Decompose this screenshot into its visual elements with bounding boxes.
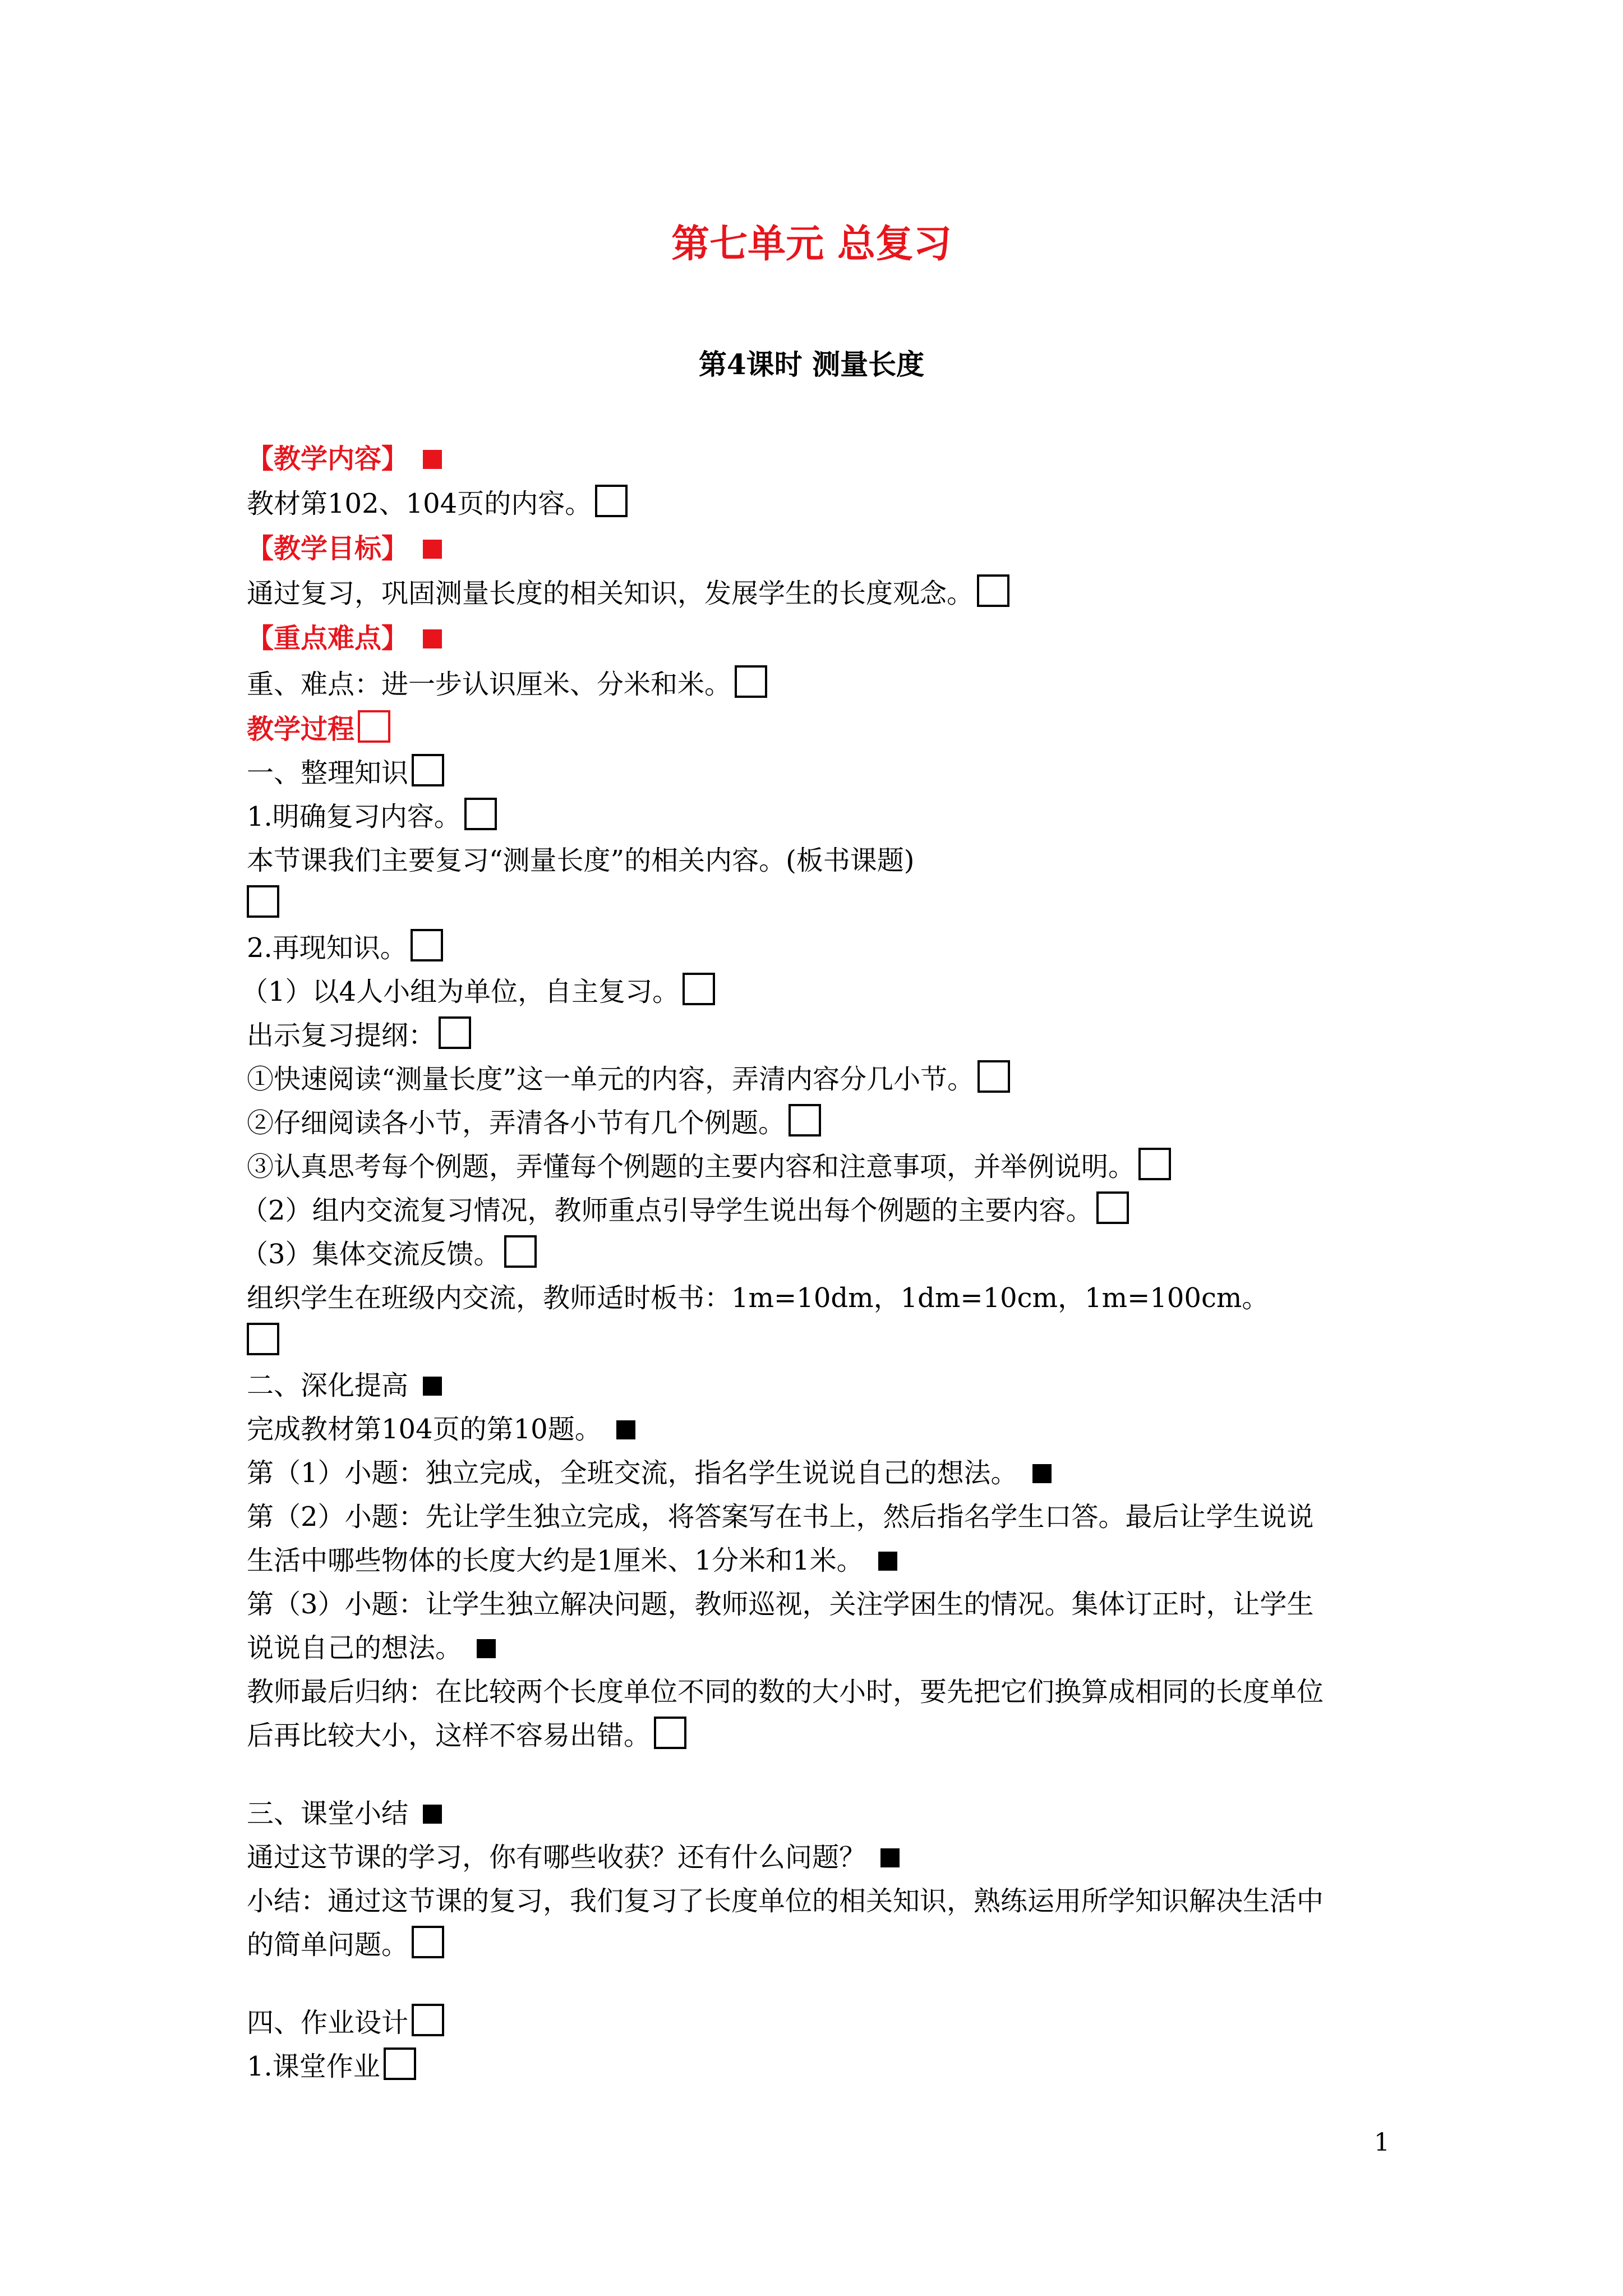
key-points-line: 重、难点：进一步认识厘米、分米和米。	[247, 662, 767, 707]
section-2-line: 二、深化提高	[247, 1363, 442, 1408]
red-square-marker	[423, 450, 442, 469]
step-1-1-text: 本节课我们主要复习“测量长度”的相关内容。(板书课题)	[247, 845, 915, 876]
section-3-question: 通过这节课的学习，你有哪些收获？还有什么问题？	[247, 1835, 900, 1880]
document-title: 第七单元 总复习	[671, 222, 952, 266]
black-square-marker	[616, 1420, 635, 1439]
red-square-marker	[423, 540, 442, 559]
step-1-2-3-text: 组织学生在班级内交流，教师适时板书：1m=10dm，1dm=10cm，1m=100cm。	[247, 1282, 1269, 1314]
heading-key-points: 【重点难点】	[247, 616, 442, 661]
outline-item-2: ②仔细阅读各小节，弄清各小节有几个例题。	[247, 1101, 821, 1145]
checkbox-empty	[595, 485, 628, 517]
checkbox-empty	[1138, 1148, 1171, 1180]
section-2-text: 完成教材第104页的第10题。	[247, 1407, 635, 1452]
checkbox-empty	[412, 2004, 444, 2036]
checkbox-empty	[358, 710, 390, 743]
step-1-2-3-line: （3）集体交流反馈。	[241, 1232, 537, 1277]
section-4-line: 四、作业设计	[247, 2000, 444, 2045]
section-4-item-1: 1.课堂作业	[247, 2044, 416, 2089]
black-square-marker	[423, 1805, 442, 1824]
question-1-line: 第（1）小题：独立完成，全班交流，指名学生说说自己的想法。	[247, 1451, 1052, 1496]
content-line: 教材第102、104页的内容。	[247, 481, 628, 526]
checkbox-empty	[735, 665, 767, 698]
lesson-subtitle: 第4课时 测量长度	[698, 348, 925, 381]
section-3-summary-a: 小结：通过这节课的复习，我们复习了长度单位的相关知识，熟练运用所学知识解决生活中	[247, 1885, 1324, 1917]
checkbox-empty	[654, 1717, 686, 1749]
heading-teaching-content: 【教学内容】	[247, 436, 442, 481]
step-1-2-1-line: （1）以4人小组为单位，自主复习。	[241, 969, 715, 1014]
black-square-marker	[880, 1848, 900, 1867]
checkbox-empty	[464, 798, 497, 830]
checkbox-empty	[412, 1926, 444, 1958]
checkbox-empty	[789, 1104, 821, 1137]
goals-line: 通过复习，巩固测量长度的相关知识，发展学生的长度观念。	[247, 571, 1009, 616]
section-3-summary-b: 的简单问题。	[247, 1922, 444, 1967]
black-square-marker	[477, 1639, 496, 1658]
black-square-marker	[878, 1552, 897, 1571]
summary-line-b: 后再比较大小，这样不容易出错。	[247, 1713, 686, 1758]
outline-item-1: ①快速阅读“测量长度”这一单元的内容，弄清内容分几小节。	[247, 1057, 1010, 1102]
question-3-line-a: 第（3）小题：让学生独立解决问题，教师巡视，关注学困生的情况。集体订正时，让学生	[247, 1589, 1314, 1620]
outline-line: 出示复习提纲：	[247, 1013, 471, 1058]
question-2-line-b: 生活中哪些物体的长度大约是1厘米、1分米和1米。	[247, 1538, 897, 1583]
black-square-marker	[1032, 1464, 1052, 1483]
heading-teaching-goals: 【教学目标】	[247, 526, 442, 571]
checkbox-empty	[247, 885, 279, 918]
red-square-marker	[423, 629, 442, 648]
heading-teaching-process: 教学过程	[247, 707, 390, 752]
checkbox-empty	[247, 1323, 279, 1355]
checkbox-empty	[683, 973, 715, 1005]
section-1-line: 一、整理知识	[247, 751, 444, 795]
step-1-2-line: 2.再现知识。	[247, 926, 443, 970]
checkbox-empty	[1096, 1191, 1129, 1224]
section-3-line: 三、课堂小结	[247, 1791, 442, 1836]
step-1-1-line: 1.明确复习内容。	[247, 794, 497, 839]
step-1-2-2-line: （2）组内交流复习情况，教师重点引导学生说出每个例题的主要内容。	[241, 1188, 1129, 1233]
question-2-line-a: 第（2）小题：先让学生独立完成，将答案写在书上，然后指名学生口答。最后让学生说说	[247, 1501, 1314, 1533]
checkbox-empty	[412, 754, 444, 786]
page-number: 1	[1374, 2128, 1390, 2157]
checkbox-empty	[384, 2047, 416, 2080]
standalone-box-line	[247, 882, 279, 927]
checkbox-empty	[411, 929, 443, 961]
outline-item-3: ③认真思考每个例题，弄懂每个例题的主要内容和注意事项，并举例说明。	[247, 1144, 1171, 1189]
checkbox-empty	[978, 1060, 1010, 1093]
checkbox-empty	[504, 1235, 537, 1268]
question-3-line-b: 说说自己的想法。	[247, 1626, 496, 1671]
black-square-marker	[423, 1377, 442, 1396]
standalone-box-line	[247, 1319, 279, 1364]
checkbox-empty	[439, 1016, 471, 1049]
checkbox-empty	[977, 574, 1009, 607]
summary-line-a: 教师最后归纳：在比较两个长度单位不同的数的大小时，要先把它们换算成相同的长度单位	[247, 1676, 1324, 1708]
